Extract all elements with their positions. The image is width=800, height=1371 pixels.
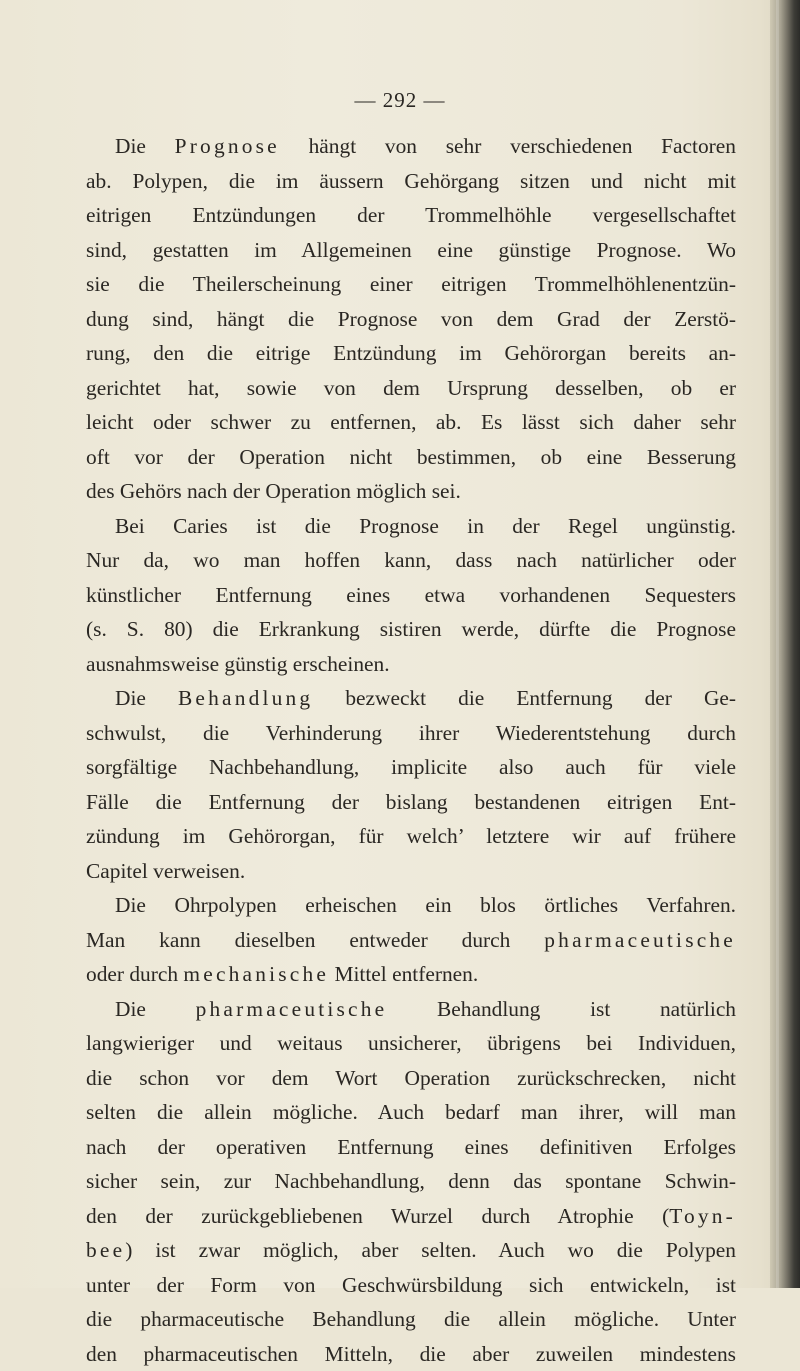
text-run: Nur da, wo man hoffen kann, dass nach natürlicher oder: [86, 548, 736, 572]
text-run: sicher sein, zur Nachbehandlung, denn das spontane Schwin-: [86, 1169, 736, 1193]
text-line: [86, 164, 736, 199]
text-line: [86, 405, 736, 440]
text-line: [86, 750, 736, 785]
text-line: [86, 957, 736, 992]
emphasized-word: bee: [86, 1238, 125, 1262]
text-line: [86, 1233, 736, 1268]
text-line: [86, 1302, 736, 1337]
text-line: [86, 198, 736, 233]
text-run: langwieriger und weitaus unsicherer, übrigens bei Individuen,: [86, 1031, 736, 1055]
text-run: rung, den die eitrige Entzündung im Gehörorgan bereits an-: [86, 341, 736, 365]
text-line: [86, 1337, 736, 1371]
text-line: [86, 1130, 736, 1165]
text-run: unter der Form von Geschwürsbildung sich entwickeln, ist: [86, 1273, 736, 1297]
text-line: [86, 440, 736, 475]
text-run: den pharmaceutischen Mitteln, die aber zuweilen mindestens: [86, 1342, 736, 1366]
text-run: Capitel verweisen.: [86, 859, 245, 883]
page-number: — 292 —: [0, 88, 800, 113]
text-run: die schon vor dem Wort Operation zurückschrecken, nicht: [86, 1066, 736, 1090]
text-run: dung sind, hängt die Prognose von dem Grad der Zerstö-: [86, 307, 736, 331]
text-run: oder durch: [86, 962, 183, 986]
text-line: [86, 129, 736, 164]
text-run: oft vor der Operation nicht bestimmen, ob eine Besserung: [86, 445, 736, 469]
text-line: [86, 819, 736, 854]
text-run: gerichtet hat, sowie von dem Ursprung desselben, ob er: [86, 376, 736, 400]
text-line: [86, 785, 736, 820]
text-run: ausnahmsweise günstig erscheinen.: [86, 652, 390, 676]
body-text: [86, 129, 736, 1371]
text-run: Die: [115, 134, 175, 158]
text-line: [86, 716, 736, 751]
text-line: [86, 647, 736, 682]
emphasized-word: mechanische: [183, 962, 329, 986]
text-run: sie die Theilerscheinung einer eitrigen Trommelhöhlenentzün-: [86, 272, 736, 296]
text-line: [86, 992, 736, 1027]
text-line: [86, 1164, 736, 1199]
text-run: künstlicher Entfernung eines etwa vorhandenen Sequesters: [86, 583, 736, 607]
text-line: [86, 233, 736, 268]
text-run: Mittel entfernen.: [329, 962, 478, 986]
text-run: leicht oder schwer zu entfernen, ab. Es lässt sich daher sehr: [86, 410, 736, 434]
text-line: [86, 474, 736, 509]
text-line: [86, 302, 736, 337]
text-run: Man kann dieselben entweder durch: [86, 928, 544, 952]
text-run: schwulst, die Verhinderung ihrer Wiederentstehung durch: [86, 721, 736, 745]
text-line: [86, 1268, 736, 1303]
text-run: hängt von sehr verschiedenen Factoren: [280, 134, 736, 158]
text-run: ab. Polypen, die im äussern Gehörgang sitzen und nicht mit: [86, 169, 736, 193]
text-run: nach der operativen Entfernung eines definitiven Erfolges: [86, 1135, 736, 1159]
emphasized-word: Prognose: [175, 134, 280, 158]
text-line: [86, 612, 736, 647]
text-line: [86, 888, 736, 923]
text-run: Bei Caries ist die Prognose in der Regel ungünstig.: [115, 514, 736, 538]
text-run: selten die allein mögliche. Auch bedarf man ihrer, will man: [86, 1100, 736, 1124]
text-run: Die: [115, 997, 196, 1021]
emphasized-word: pharmaceutische: [196, 997, 388, 1021]
text-line: [86, 371, 736, 406]
text-run: Die Ohrpolypen erheischen ein blos örtliches Verfahren.: [115, 893, 736, 917]
text-line: [86, 509, 736, 544]
text-run: des Gehörs nach der Operation möglich sei.: [86, 479, 461, 503]
text-line: [86, 923, 736, 958]
text-run: Fälle die Entfernung der bislang bestandenen eitrigen Ent-: [86, 790, 736, 814]
emphasized-word: pharmaceutische: [544, 928, 736, 952]
text-line: [86, 1061, 736, 1096]
text-run: die pharmaceutische Behandlung die allein mögliche. Unter: [86, 1307, 736, 1331]
text-line: [86, 336, 736, 371]
text-line: [86, 1199, 736, 1234]
emphasized-word: Behandlung: [178, 686, 313, 710]
text-line: [86, 1026, 736, 1061]
text-run: Die: [115, 686, 178, 710]
text-run: den der zurückgebliebenen Wurzel durch Atrophie (: [86, 1204, 669, 1228]
text-line: [86, 267, 736, 302]
text-line: [86, 543, 736, 578]
text-line: [86, 854, 736, 889]
text-run: Behandlung ist natürlich: [387, 997, 736, 1021]
text-run: (s. S. 80) die Erkrankung sistiren werde, dürfte die Prognose: [86, 617, 736, 641]
text-run: zündung im Gehörorgan, für welch’ letztere wir auf frühere: [86, 824, 736, 848]
text-run: sorgfältige Nachbehandlung, implicite also auch für viele: [86, 755, 736, 779]
book-binding-edge: [770, 0, 800, 1288]
text-line: [86, 578, 736, 613]
text-line: [86, 1095, 736, 1130]
text-line: [86, 681, 736, 716]
text-run: ) ist zwar möglich, aber selten. Auch wo die Polypen: [125, 1238, 736, 1262]
text-run: bezweckt die Entfernung der Ge-: [313, 686, 736, 710]
text-run: sind, gestatten im Allgemeinen eine günstige Prognose. Wo: [86, 238, 736, 262]
emphasized-word: Toyn-: [669, 1204, 736, 1228]
text-run: eitrigen Entzündungen der Trommelhöhle vergesellschaftet: [86, 203, 736, 227]
